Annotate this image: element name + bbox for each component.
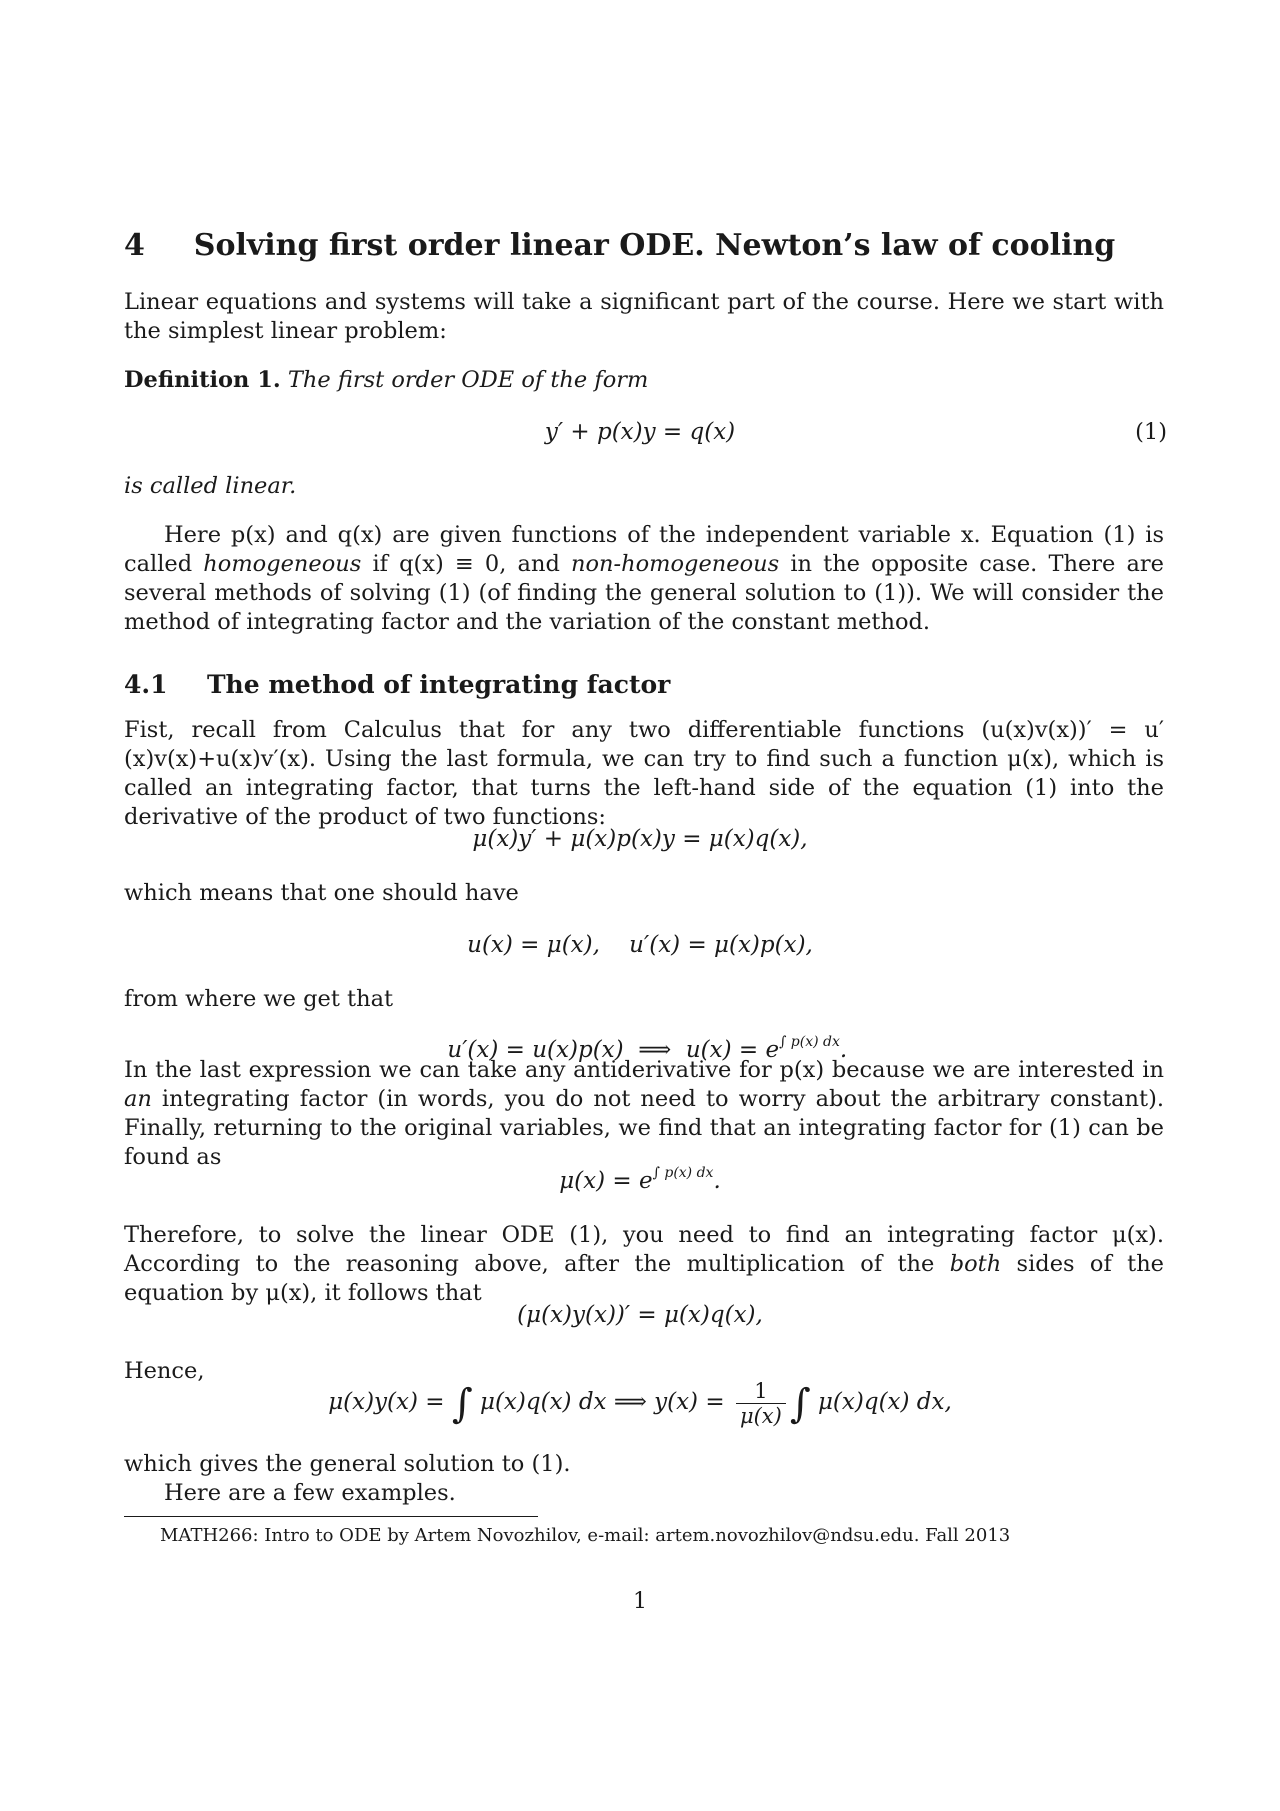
equation-2: μ(x)y′ + μ(x)p(x)y = μ(x)q(x), (472, 826, 808, 852)
paragraph-1-part-e: in the opposite case. There are several methods of solving (1) (of finding the general solution to (1)). We will consider the method of integrating factor and the variation of the constant method. (124, 551, 1164, 635)
equation-4 (0, 1008, 1280, 1063)
equation-7-right: μ(x)q(x) dx, (810, 1389, 952, 1415)
paragraph-3-part-c: integrating factor (in words, you do not need to worry about the arbitrary constant). Finally, returning to the original variables, we find that an integrating factor for (1) can be found as (124, 1086, 1164, 1170)
equation-4-left: u′(x) = u(x)p(x) ⟹ u(x) = e (447, 1037, 780, 1063)
line-from-where: from where we get that (124, 986, 394, 1012)
paragraph-1-part-c: if q(x) ≡ 0, and (361, 551, 571, 577)
definition-text: The first order ODE of the form (287, 367, 649, 393)
equation-5-exponent: ∫ p(x) dx (652, 1165, 714, 1181)
line-examples: Here are a few examples. (164, 1480, 456, 1506)
term-an: an (124, 1086, 152, 1112)
fraction-denominator: μ(x) (739, 1403, 782, 1428)
line-hence: Hence, (124, 1358, 205, 1384)
term-non-homogeneous: non-homogeneous (571, 551, 780, 577)
subsection-title: The method of integrating factor (206, 670, 671, 699)
line-which-means: which means that one should have (124, 880, 519, 906)
equation-5-end: . (713, 1168, 721, 1194)
equation-4-exponent: ∫ p(x) dx (779, 1034, 840, 1050)
integral-sign-2: ∫ (789, 1381, 811, 1427)
equation-7-middle: μ(x)q(x) dx ⟹ y(x) = (472, 1389, 732, 1415)
paragraph-3-part-a: In the last expression we can take any antiderivative for p(x) because we are interested in (124, 1057, 1164, 1083)
fraction-numerator: 1 (736, 1379, 786, 1404)
section-title: Solving first order linear ODE. Newton’s law of cooling (193, 228, 1116, 263)
section-number: 4 (124, 228, 145, 263)
equation-7 (0, 1378, 1280, 1428)
equation-1: y′ + p(x)y = q(x) (544, 419, 736, 445)
term-both: both (949, 1251, 1002, 1277)
definition (124, 366, 1164, 395)
page-number: 1 (633, 1589, 647, 1614)
section-heading (124, 228, 1115, 263)
term-homogeneous: homogeneous (203, 551, 362, 577)
integral-sign-1: ∫ (451, 1381, 473, 1427)
subsection-heading (124, 670, 670, 699)
paragraph-2: Fist, recall from Calculus that for any two differentiable functions (u(x)v(x))′ = u′(x)v(x)+u(x)v′(x). Using the last formula, we can try to find such a function μ(x), which is called an integrating factor, that turns the left-hand side of the equation (1) into the derivative of the product of two functions: (124, 717, 1164, 830)
line-general-solution: which gives the general solution to (1). (124, 1451, 571, 1477)
paragraph-4-part-a: Therefore, to solve the linear ODE (1), you need to find an integrating factor μ(x). According to the reasoning above, after the multiplication of the (124, 1222, 1164, 1277)
definition-tail: is called linear. (124, 473, 297, 499)
paragraph-3 (124, 1056, 1164, 1172)
footnote-rule (124, 1516, 538, 1517)
subsection-number: 4.1 (124, 670, 168, 699)
footnote: MATH266: Intro to ODE by Artem Novozhilov, e-mail: artem.novozhilov@ndsu.edu. Fall 2013 (160, 1525, 1011, 1546)
paragraph-1-part-a: Here p(x) and q(x) are given functions of the independent variable x. Equation (1) is called (124, 522, 1164, 577)
equation-1-number: (1) (1135, 419, 1167, 445)
definition-label: Definition 1. (124, 367, 281, 393)
equation-7-left: μ(x)y(x) = (328, 1389, 452, 1415)
intro-paragraph: Linear equations and systems will take a significant part of the course. Here we start with the simplest linear problem: (124, 289, 1164, 344)
paragraph-4 (124, 1221, 1164, 1308)
equation-5 (0, 1165, 1280, 1194)
paragraph-4-part-c: sides of the equation by μ(x), it follows that (124, 1251, 1164, 1306)
equation-5-left: μ(x) = e (559, 1168, 653, 1194)
equation-4-end: . (839, 1037, 848, 1063)
paragraph-1 (124, 521, 1164, 637)
equation-6: (μ(x)y(x))′ = μ(x)q(x), (517, 1302, 763, 1328)
fraction (736, 1379, 786, 1428)
equation-3: u(x) = μ(x), u′(x) = μ(x)p(x), (467, 932, 813, 958)
